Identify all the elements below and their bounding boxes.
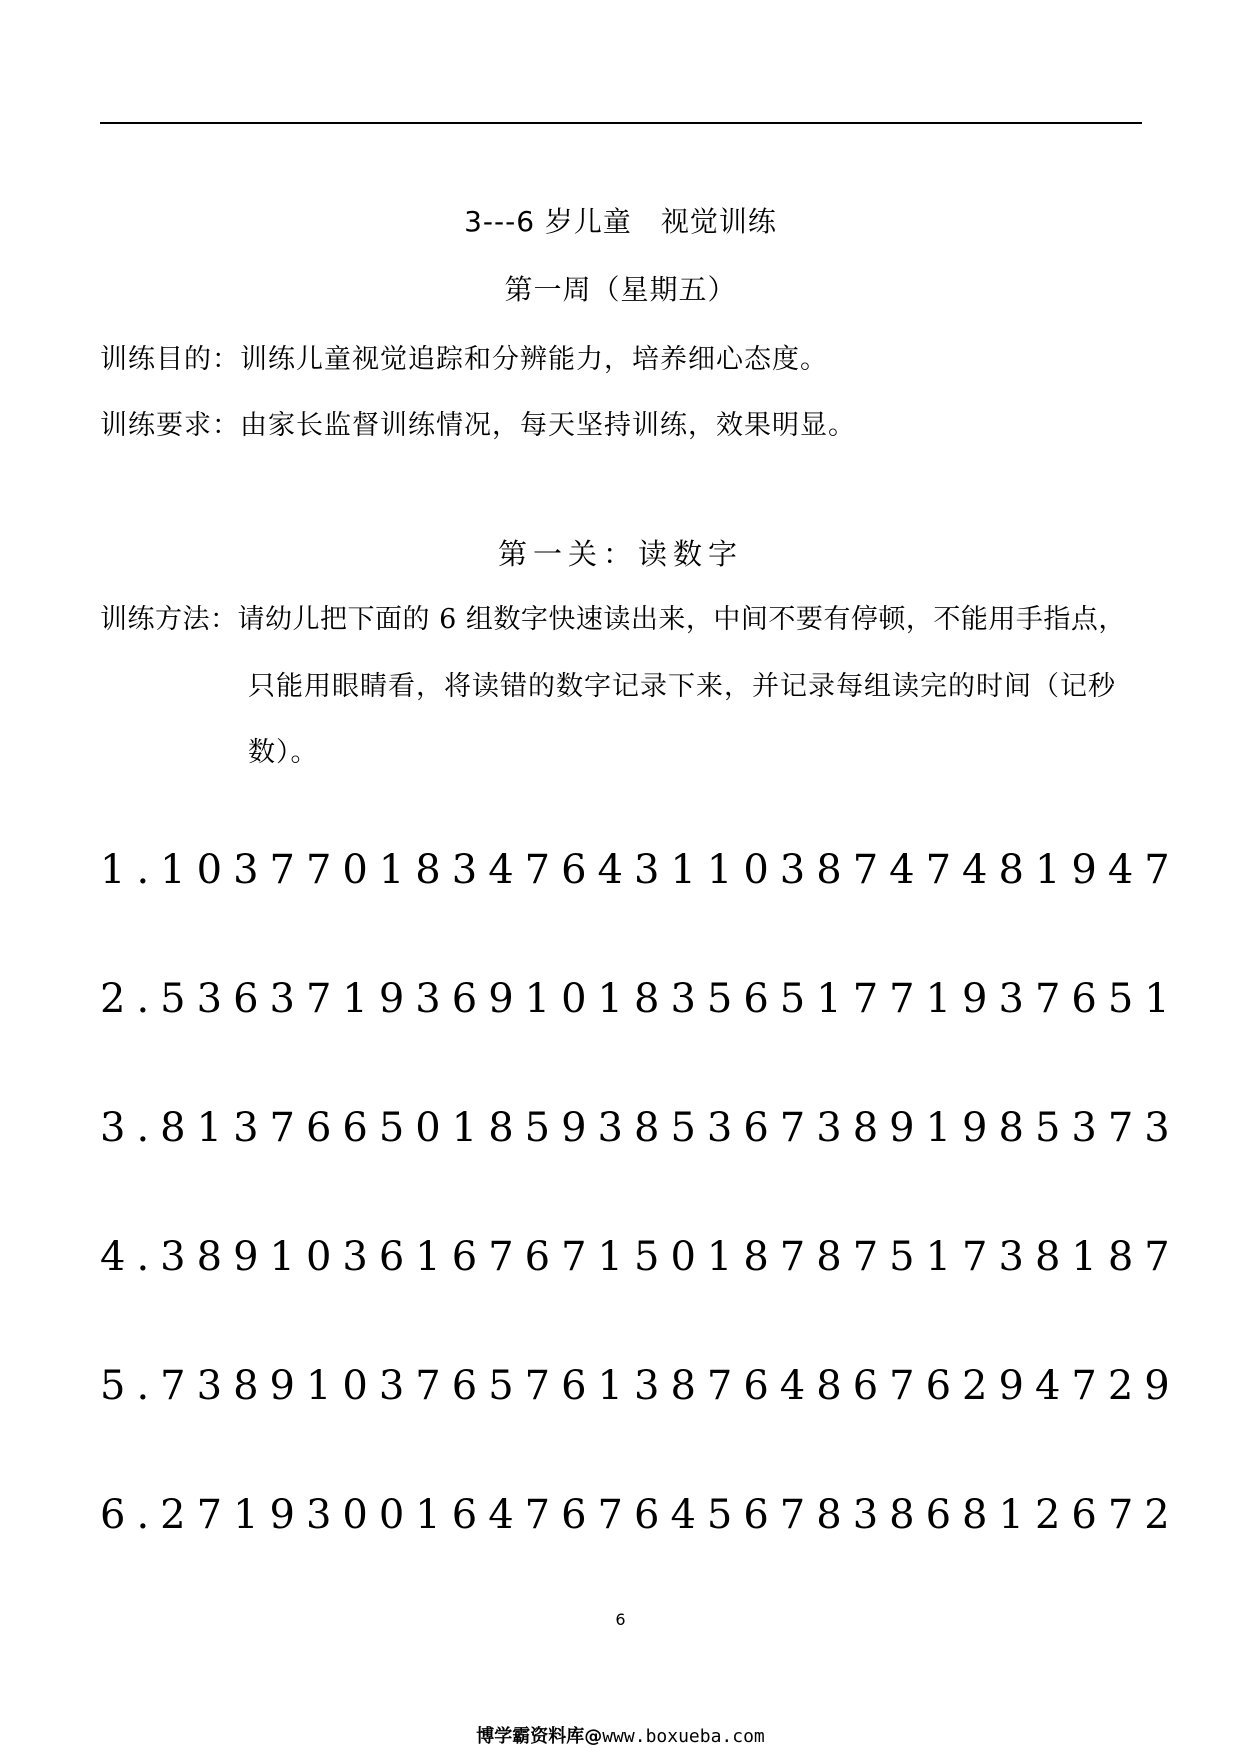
training-requirement: 训练要求：由家长监督训练情况，每天坚持训练，效果明显。 (100, 410, 856, 441)
watermark-text: 博学霸资料库@ (476, 1726, 603, 1747)
number-group-1: 1.1037701834764311038747481947 (100, 847, 1181, 893)
footer-watermark (0, 1722, 1241, 1748)
document-title: 3---6 岁儿童 视觉训练 (464, 205, 777, 238)
training-method-line-1: 训练方法：请幼儿把下面的 6 组数字快速读出来，中间不要有停顿，不能用手指点， (100, 604, 1126, 635)
page-number: 6 (615, 1610, 626, 1629)
training-method-line-3: 数）。 (248, 737, 319, 768)
number-group-6: 6.2719300164767645678386812672 (100, 1492, 1181, 1538)
watermark-url: www.boxueba.com (602, 1726, 765, 1747)
training-method-line-2: 只能用眼睛看，将读错的数字记录下来，并记录每组读完的时间（记秒 (248, 671, 1116, 702)
number-group-3: 3.8137665018593853673891985373 (100, 1105, 1181, 1151)
training-purpose: 训练目的：训练儿童视觉追踪和分辨能力，培养细心态度。 (100, 344, 828, 375)
document-subtitle: 第一周（星期五） (504, 273, 737, 306)
number-group-2: 2.5363719369101835651771937651 (100, 976, 1181, 1022)
level-title: 第一关：读数字 (497, 537, 743, 571)
header-rule (100, 122, 1142, 124)
number-group-5: 5.7389103765761387648676294729 (100, 1363, 1181, 1409)
number-group-4: 4.3891036167671501878751738187 (100, 1234, 1181, 1280)
